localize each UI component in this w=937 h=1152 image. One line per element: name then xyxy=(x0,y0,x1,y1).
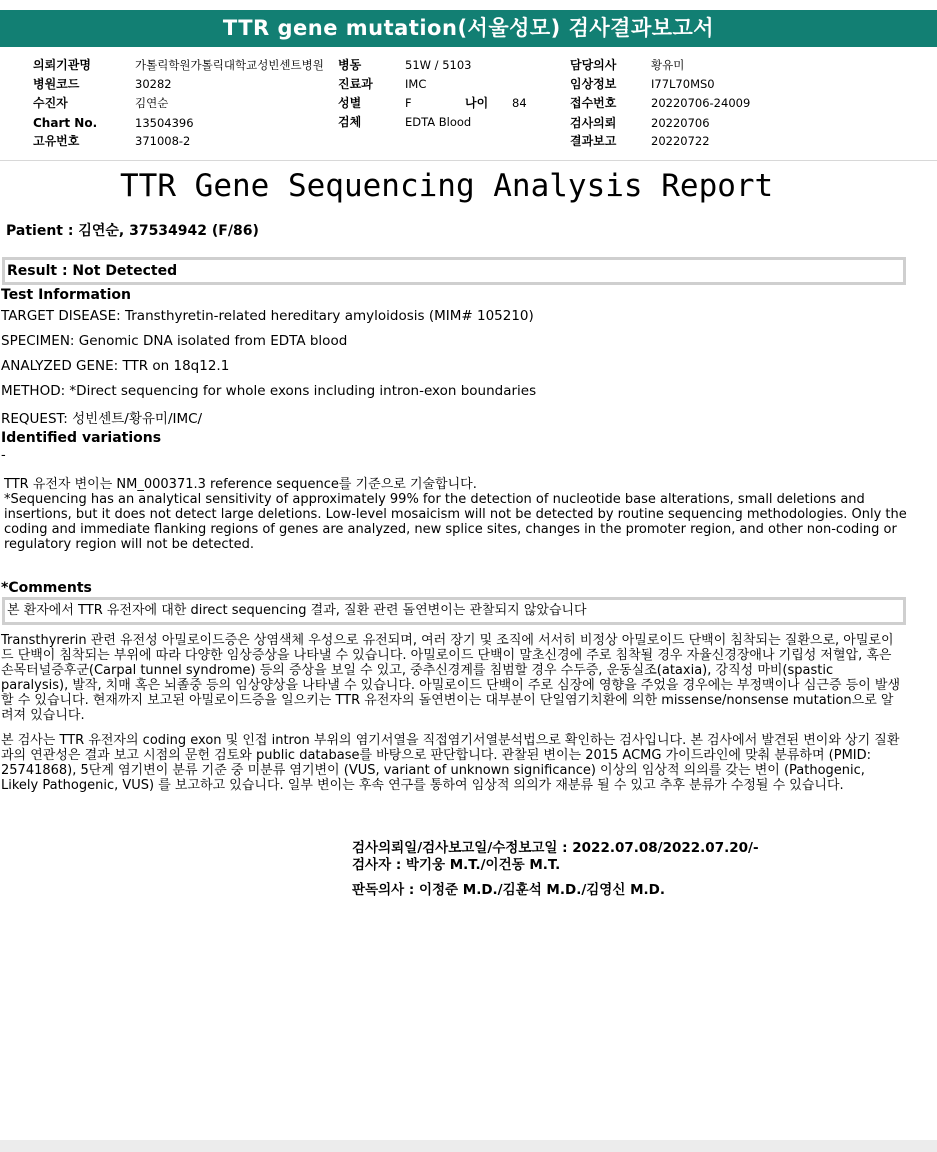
method-paragraph: 본 검사는 TTR 유전자의 coding exon 및 인접 intron 부위의 염기서열을 직접염기서열분석법으로 확인하는 검사입니다. 본 검사에서 발견된 변이와 상기 질환과의 연관성은 결과 보고 시점의 문헌 검토와 public database를 바탕으로 판단합니다. 관찰된 변이는 2015 ACMG 가이드라인에 맞춰 분류하며 (PMID: 25741868), 5단계 염기변이 분류 기준 중 미분류 염기변이 (VUS, variant of unknown significance) 이상의 임상적 의의를 갖는 변이 (Pathogenic, Likely Pathogenic, VUS) 를 보고하고 있습니다. 일부 변이는 후속 연구를 통하여 임상적 의의가 재분류 될 수 있고 추후 분류가 수정될 수 있습니다. xyxy=(1,733,900,793)
comments-title: *Comments xyxy=(1,580,92,596)
identified-variations-value: - xyxy=(1,448,6,463)
result-box: Result : Not Detected xyxy=(2,257,906,285)
unique-id-label: 고유번호 xyxy=(33,134,80,148)
department-value: IMC xyxy=(405,77,427,91)
sex-value: F xyxy=(405,96,412,110)
background-paragraph: Transthyrerin 관련 유전성 아밀로이드증은 상염색체 우성으로 유전되며, 여러 장기 및 조직에 서서히 비정상 아밀로이드 단백이 침착되는 질환으로, 아밀로이드 단백이 침착되는 부위에 따라 다양한 임상증상을 나타낼 수 있습니다. 아밀로이드 단백이 말초신경에 주로 침착될 경우 자율신경장애나 기립성 저혈압, 혹은 손목터널증후군(Carpal tunnel syndrome) 등의 증상을 보일 수 있고, 중추신경계를 침범할 경우 수두증, 운동실조(ataxia), 강직성 마비(spastic paralysis), 발작, 치매 혹은 뇌졸중 등의 임상양상을 나타낼 수 있습니다. 아밀로이드 단백이 주로 심장에 영향을 주었을 경우에는 부정맥이나 심근증 등이 발생할 수 있습니다. 현재까지 보고된 아밀로이드증을 일으키는 TTR 유전자의 돌연변이는 대부분이 단일염기치환에 의한 missense/nonsense mutation으로 알려져 있습니다. xyxy=(1,633,901,723)
comments-box: 본 환자에서 TTR 유전자에 대한 direct sequencing 결과, 질환 관련 돌연변이는 관찰되지 않았습니다 xyxy=(2,597,906,625)
chart-no-label: Chart No. xyxy=(33,116,98,130)
chart-no-value: 13504396 xyxy=(135,116,194,130)
report-banner: TTR gene mutation(서울성모) 검사결과보고서 xyxy=(0,10,937,47)
ward-value: 51W / 5103 xyxy=(405,58,472,72)
reference-sequence-note: TTR 유전자 변이는 NM_000371.3 reference sequence를 기준으로 기술합니다. xyxy=(4,477,477,492)
patient-info-grid xyxy=(0,52,937,152)
result-report-label: 결과보고 xyxy=(570,134,617,148)
identified-variations-title: Identified variations xyxy=(1,430,162,446)
ward-label: 병동 xyxy=(338,58,362,72)
examinee-value: 김연순 xyxy=(135,96,169,110)
department-label: 진료과 xyxy=(338,77,373,91)
test-request-value: 20220706 xyxy=(651,116,710,130)
specimen-line: SPECIMEN: Genomic DNA isolated from EDTA blood xyxy=(1,333,348,349)
physician-label: 담당의사 xyxy=(570,58,617,72)
unique-id-value: 371008-2 xyxy=(135,134,191,148)
hospital-code-value: 30282 xyxy=(135,77,172,91)
clinical-info-label: 임상정보 xyxy=(570,77,617,91)
physician-value: 황유미 xyxy=(651,58,685,72)
report-title: TTR Gene Sequencing Analysis Report xyxy=(120,168,774,204)
report-dates: 검사의뢰일/검사보고일/수정보고일 : 2022.07.08/2022.07.20/- xyxy=(352,840,759,856)
request-line: REQUEST: 성빈센트/황유미/IMC/ xyxy=(1,411,203,427)
patient-line: Patient : 김연순, 37534942 (F/86) xyxy=(6,223,259,239)
hospital-code-label: 병원코드 xyxy=(33,77,80,91)
receipt-no-value: 20220706-24009 xyxy=(651,96,751,110)
age-label: 나이 xyxy=(465,96,489,110)
reader-line: 판독의사 : 이정준 M.D./김훈석 M.D./김영신 M.D. xyxy=(352,882,665,898)
result-report-value: 20220722 xyxy=(651,134,710,148)
sex-label: 성별 xyxy=(338,96,362,110)
test-request-label: 검사의뢰 xyxy=(570,116,617,130)
requesting-institution-label: 의뢰기관명 xyxy=(33,58,91,72)
tester-line: 검사자 : 박기웅 M.T./이건동 M.T. xyxy=(352,857,561,873)
examinee-label: 수진자 xyxy=(33,96,68,110)
specimen-label: 검체 xyxy=(338,115,362,129)
target-disease: TARGET DISEASE: Transthyretin-related hereditary amyloidosis (MIM# 105210) xyxy=(1,308,534,324)
clinical-info-value: I77L70MS0 xyxy=(651,77,715,91)
specimen-value: EDTA Blood xyxy=(405,115,472,129)
analyzed-gene: ANALYZED GENE: TTR on 18q12.1 xyxy=(1,358,230,374)
disclaimer xyxy=(4,477,924,552)
footer-band xyxy=(0,1140,937,1152)
receipt-no-label: 접수번호 xyxy=(570,96,617,110)
method-line: METHOD: *Direct sequencing for whole exons including intron-exon boundaries xyxy=(1,383,537,399)
age-value: 84 xyxy=(512,96,527,110)
requesting-institution-value: 가톨릭학원가톨릭대학교성빈센트병원 xyxy=(135,58,324,72)
test-information-title: Test Information xyxy=(1,287,131,303)
sensitivity-note: *Sequencing has an analytical sensitivity of approximately 99% for the detection of nucleotide base alterations, small deletions and insertions, but it does not detect large deletions. Low-level mosaicism will not be detected by routine sequencing methodologies. Only the coding and immediate flanking regions of genes are analyzed, new splice sites, changes in the promoter region, and other non-coding or regulatory region will not be detected. xyxy=(4,492,907,552)
header-divider xyxy=(0,160,937,161)
